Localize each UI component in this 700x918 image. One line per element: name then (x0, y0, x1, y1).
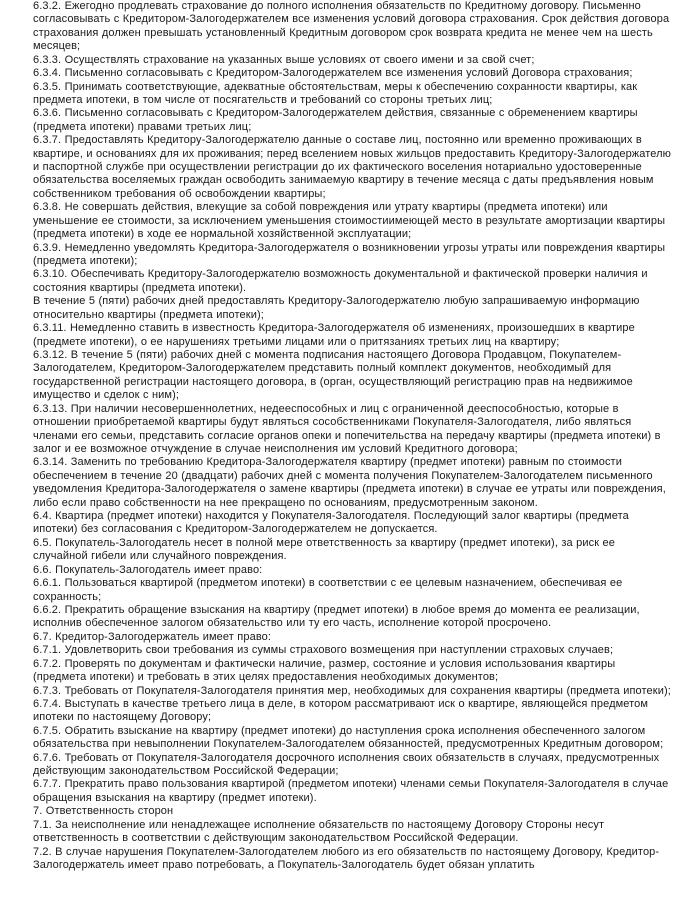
contract-clause: 6.3.5. Принимать соответствующие, адекватные обстоятельствам, меры к обеспечению сохранности квартиры, как предмета ипотеки, в том числе от посягательств и требований со стороны третьих лиц; (33, 80, 638, 106)
contract-clause: 7.1. За неисполнение или ненадлежащее исполнение обязательств по настоящему Договору Стороны несут ответственность в соответствии с действующим законодательством Российской Федерации. (33, 818, 605, 845)
contract-clause: В течение 5 (пяти) рабочих дней предоставлять Кредитору-Залогодержателю любую запрашиваемую информацию относительно квартиры (предмета ипотеки); (33, 295, 640, 321)
contract-clause: 6.3.8. Не совершать действия, влекущие за собой повреждения или утрату квартиры (предмета ипотеки) или уменьшение ее стоимости, за исключением уменьшения стоимостиимеющей место в результате амортизации квартиры (предмета ипотеки) в ходе ее нормальной хозяйственной эксплуатации; (33, 201, 666, 241)
contract-clause: 6.7.6. Требовать от Покупателя-Залогодателя досрочного исполнения своих обязательств в случаях, предусмотренных действующим законодательством Российской Федерации; (33, 751, 660, 778)
contract-clause: 6.7.1. Удовлетворить свои требования из суммы страхового возмещения при наступлении страховых случаев; (33, 644, 614, 657)
contract-clause: 6.3.7. Предоставлять Кредитору-Залогодержателю данные о составе лиц, постоянно или временно проживающих в квартире, и основаниях для их проживания; перед вселением новых жильцов предоставить Кредитору-Залогодержателю и паспортной службе при осуществлении регистрации до их фактического воселения нотариально удостоверенные обязательства воселяемых граждан освободить занимаемую квартиру в течение месяца с даты предъявления новым собственником требования об освобождении квартиры; (33, 134, 672, 200)
contract-clause: 6.7.7. Прекратить право пользования квартирой (предметом ипотеки) членами семьи Покупателя-Залогодателя в случае обращения взыскания на квартиру (предмет ипотеки). (33, 778, 669, 804)
contract-clause: 6.7. Кредитор-Залогодержатель имеет право: (33, 630, 272, 643)
contract-clause: 6.7.3. Требовать от Покупателя-Залогодателя принятия мер, необходимых для сохранения квартиры (предмета ипотеки); (33, 684, 671, 697)
contract-clause: 6.3.14. Заменить по требованию Кредитора-Залогодержателя квартиру (предмет ипотеки) равным по стоимости обеспечением в течение 20 (двадцати) рабочих дней с момента получения Покупателем-Залогодателем письменного уведомления Кредитора-Залогодержателя о замене квартиры (предмета ипотеки) в случае ее утраты или повреждения, либо если право собственности на нее прекращено по основаниям, предусмотренным законом. (33, 456, 666, 509)
contract-clause: 6.5. Покупатель-Залогодатель несет в полной мере ответственность за квартиру (предмет ипотеки), за риск ее случайной гибели или случайного повреждения. (33, 536, 615, 563)
contract-clause: 6.3.13. При наличии несовершеннолетних, недееспособных и лиц с ограниченной дееспособностью, которые в отношении приобретаемой квартиры будут являться сособственниками Покупателя-Залогодателя, либо являться членами его семьи, представить согласие органов опеки и попечительства на передачу квартиры (предмета ипотеки) в залог и ее возможное отчуждение в случае неисполнения им условий Кредитного договора; (33, 402, 661, 455)
contract-clause: 6.3.2. Ежегодно продлевать страхование до полного исполнения обязательств по Кредитному договору. Письменно согласовывать с Кредитором-Залогодержателем все изменения условий договора страхования. Срок действия договора страхования должен превышать установленный Кредитным договором срок возврата кредита не менее чем на шесть месяцев; (33, 0, 670, 53)
contract-clause: 6.7.4. Выступать в качестве третьего лица в деле, в котором рассматривают иск о квартире, являющейся предметом ипотеки по настоящему Договору; (33, 697, 649, 724)
contract-clause: 7. Ответственность сторон (33, 805, 174, 818)
contract-clause: 7.2. В случае нарушения Покупателем-Залогодателем любого из его обязательств по настоящему Договору, Кредитор-Залогодержатель имеет право потребовать, а Покупатель-Залогодатель будет обязан уплатить (33, 845, 660, 871)
contract-clause: 6.3.9. Немедленно уведомлять Кредитора-Залогодержателя о возникновении угрозы утраты или повреждения квартиры (предмета ипотеки); (33, 241, 666, 268)
contract-clause: 6.6.2. Прекратить обращение взыскания на квартиру (предмет ипотеки) в любое время до момента ее реализации, исполнив обеспеченное залогом обязательство или ту его часть, исполнение которой просрочено. (33, 603, 640, 630)
contract-clause: 6.3.12. В течение 5 (пяти) рабочих дней с момента подписания настоящего Договора Продавцом, Покупателем-Залогодателем, Кредитором-Залогодержателем представить полный комплект документов, необходимый для государственной регистрации настоящего договора, в (орган, осуществляющий регистрацию прав на недвижимое имущество и сделок с ним); (33, 348, 633, 402)
contract-clause: 6.3.11. Немедленно ставить в известность Кредитора-Залогодержателя об изменениях, произошедших в квартире (предмете ипотеки), о ее нарушениях третьими лицами или о притязаниях третьих лиц на квартиру; (33, 322, 635, 348)
contract-clause: 6.6. Покупатель-Залогодатель имеет право: (33, 563, 263, 576)
contract-clause: 6.3.10. Обеспечивать Кредитору-Залогодержателю возможность документальной и фактической проверки наличия и состояния квартиры (предмета ипотеки). (33, 268, 648, 294)
contract-clause: 6.3.6. Письменно согласовывать с Кредитором-Залогодержателем действия, связанные с обременением квартиры (предмета ипотеки) правами третьих лиц; (33, 107, 638, 133)
contract-clause: 6.3.3. Осуществлять страхование на указанных выше условиях от своего имени и за свой счет; (33, 53, 535, 66)
contract-clause: 6.4. Квартира (предмет ипотеки) находится у Покупателя-Залогодателя. Последующий залог квартиры (предмета ипотеки) без согласования с Кредитором-Залогодержателем не допускается. (33, 510, 629, 536)
contract-clause: 6.7.5. Обратить взыскание на квартиру (предмет ипотеки) до наступления срока исполнения обеспеченного залогом обязательства при невыполнении Покупателем-Залогодателем обязанностей, предусмотренных Кредитным договором; (33, 724, 664, 751)
contract-clause: 6.6.1. Пользоваться квартирой (предметом ипотеки) в соответствии с ее целевым назначением, обеспечивая ее сохранность; (33, 577, 623, 603)
contract-text-body (33, 0, 672, 872)
contract-clause: 6.7.2. Проверять по документам и фактически наличие, размер, состояние и условия использования квартиры (предмета ипотеки) и требовать в этих целях предоставления необходимых документов; (33, 657, 616, 684)
contract-clause: 6.3.4. Письменно согласовывать с Кредитором-Залогодержателем все изменения условий Договора страхования; (33, 67, 633, 80)
